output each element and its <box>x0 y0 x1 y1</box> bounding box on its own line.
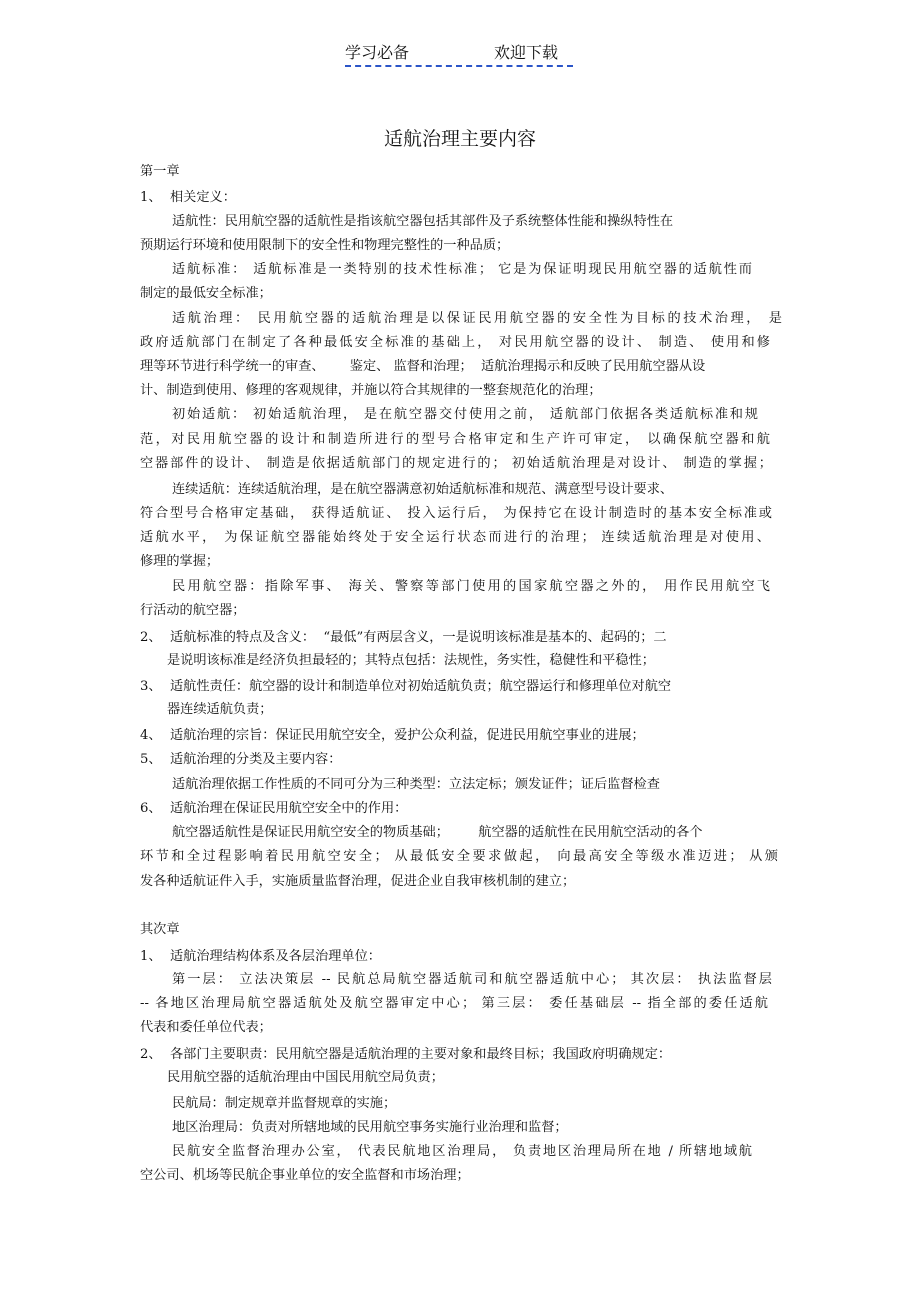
text-line: 初始适航： 初始适航治理， 是在航空器交付使用之前， 适航部门依据各类适航标准和规 <box>172 407 758 422</box>
text-line: 4、 适航治理的宗旨：保证民用航空安全，爱护公众利益，促进民用航空事业的进展； <box>140 728 645 743</box>
text-line: 政府适航部门在制定了各种最低安全标准的基础上， 对民用航空器的设计、 制造、 使用和修 <box>140 335 770 350</box>
text-line: 1、 相关定义： <box>140 190 236 205</box>
text-line: 2、 适航标准的特点及含义： “最低”有两层含义，一是说明该标准是基本的、起码的；二 <box>140 630 667 645</box>
text-line: 适航性：民用航空器的适航性是指该航空器包括其部件及子系统整体性能和操纵特性在 <box>172 214 674 229</box>
page-header <box>345 40 573 67</box>
text-line: 理等环节进行科学统一的审查、 鉴定、 监督和治理； 适航治理揭示和反映了民用航空器从设 <box>140 359 706 374</box>
text-line: 器连续适航负责； <box>167 702 273 717</box>
text-line: 民用航空器：指除军事、 海关、警察等部门使用的国家航空器之外的， 用作民用航空飞 <box>172 579 770 594</box>
text-line: 适航标准： 适航标准是一类特别的技术性标准； 它是为保证明现民用航空器的适航性而 <box>172 262 752 277</box>
text-line: 代表和委任单位代表； <box>140 1020 272 1035</box>
text-line: 空公司、机场等民航企事业单位的安全监督和市场治理； <box>140 1168 470 1183</box>
text-line: 环节和全过程影响着民用航空安全； 从最低安全要求做起， 向最高安全等级水准迈进； 从颁 <box>140 849 778 864</box>
text-line: 预期运行环境和使用限制下的安全性和物理完整性的一种品质； <box>140 238 510 253</box>
text-line: 修理的掌握； <box>140 554 220 569</box>
text-line: 5、 适航治理的分类及主要内容： <box>140 752 342 767</box>
text-line: 民航局：制定规章并监督规章的实施； <box>172 1096 397 1111</box>
text-line: 航空器适航性是保证民用航空安全的物质基础； 航空器的适航性在民用航空活动的各个 <box>172 825 703 840</box>
text-line: 第一章 <box>140 164 180 179</box>
text-line: 2、 各部门主要职责：民用航空器是适航治理的主要对象和最终目标；我国政府明确规定： <box>140 1047 672 1062</box>
text-line: 发各种适航证件入手，实施质量监督治理，促进企业自我审核机制的建立； <box>140 874 576 889</box>
text-line: 适航治理： 民用航空器的适航治理是以保证民用航空器的安全性为目标的技术治理， 是 <box>172 311 782 326</box>
text-line: 第一层： 立法决策层 -- 民航总局航空器适航司和航空器适航中心； 其次层： 执法监督层 <box>172 972 772 987</box>
document-title: 适航治理主要内容 <box>383 128 536 150</box>
text-line: 连续适航：连续适航治理，是在航空器满意初始适航标准和规范、满意型号设计要求、 <box>172 482 674 497</box>
text-line: 民用航空器的适航治理由中国民用航空局负责； <box>167 1070 444 1085</box>
text-line: 符合型号合格审定基础， 获得适航证、 投入运行后， 为保持它在设计制造时的基本安全标准或 <box>140 506 772 521</box>
text-line: 制定的最低安全标准； <box>140 286 272 301</box>
text-line: 计、制造到使用、修理的客观规律，并施以符合其规律的一整套规范化的治理； <box>140 383 602 398</box>
text-line: 6、 适航治理在保证民用航空安全中的作用： <box>140 801 408 816</box>
text-line: 民航安全监督治理办公室， 代表民航地区治理局， 负责地区治理局所在地 / 所辖地域航 <box>172 1144 752 1159</box>
text-line: 行活动的航空器； <box>140 603 246 618</box>
text-line: 3、 适航性责任：航空器的设计和制造单位对初始适航负责；航空器运行和修理单位对航空 <box>140 679 672 694</box>
header-right: 欢迎下载 <box>494 43 559 62</box>
text-line: 适航治理依据工作性质的不同可分为三种类型：立法定标；颁发证件；证后监督检查 <box>172 777 660 792</box>
header-left: 学习必备 <box>345 43 410 62</box>
text-line: 是说明该标准是经济负担最轻的；其特点包括：法规性，务实性，稳健性和平稳性； <box>167 653 655 668</box>
text-line: 范，对民用航空器的设计和制造所进行的型号合格审定和生产许可审定， 以确保航空器和航 <box>140 432 770 447</box>
text-line: 地区治理局：负责对所辖地域的民用航空事务实施行业治理和监督； <box>172 1120 568 1135</box>
text-line: 空器部件的设计、 制造是依据适航部门的规定进行的； 初始适航治理是对设计、 制造的掌握； <box>140 456 772 471</box>
text-line: 其次章 <box>140 922 180 937</box>
text-line: 适航水平， 为保证航空器能始终处于安全运行状态而进行的治理； 连续适航治理是对使用、 <box>140 530 770 545</box>
text-line: -- 各地区治理局航空器适航处及航空器审定中心； 第三层： 委任基础层 -- 指全部的委任适航 <box>140 996 768 1011</box>
text-line: 1、 适航治理结构体系及各层治理单位： <box>140 949 381 964</box>
